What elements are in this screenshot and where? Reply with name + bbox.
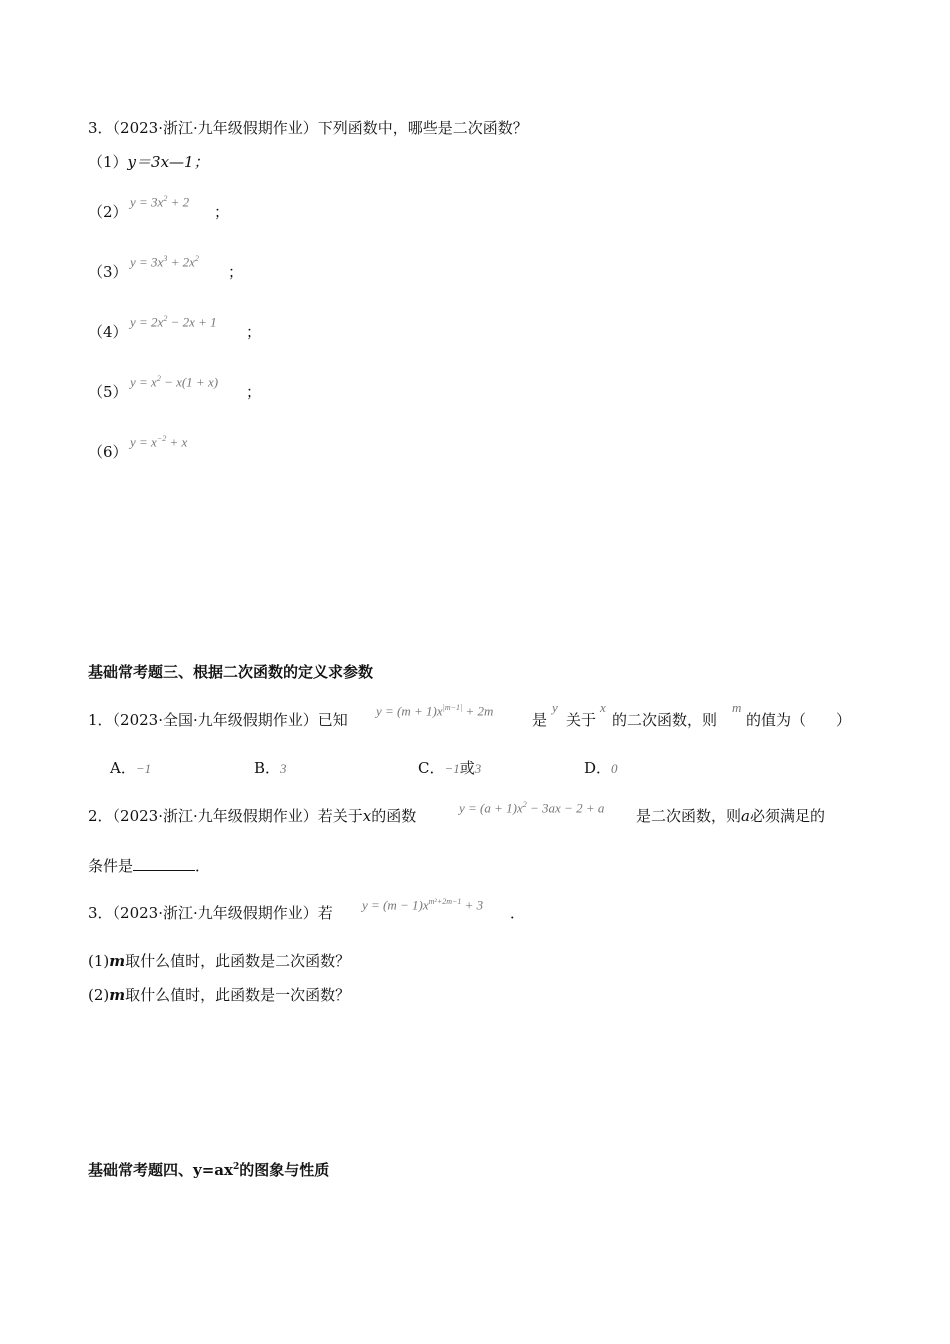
question-3-stem: 3．（2023·浙江·九年级假期作业）下列函数中，哪些是二次函数？ [88, 119, 528, 137]
sub-label: (1) [88, 952, 110, 970]
item-2-suffix: ； [214, 203, 230, 221]
heading-text: 基础常考题四、y=ax [88, 1161, 233, 1179]
item-2-label: （2） [88, 203, 128, 221]
answer-blank[interactable] [133, 856, 195, 871]
item-5-suffix: ； [246, 383, 262, 401]
q1-mid-3: 的二次函数，则 [612, 711, 718, 729]
q1-end: 的值为（ ） [746, 711, 852, 729]
option-value-2: 3 [474, 761, 482, 776]
q2-suffix-b: 必须满足的 [749, 807, 825, 825]
option-label: C． [418, 759, 445, 777]
q2-line2-text: 条件是 [88, 857, 134, 875]
item-5-formula: $y = x^2 - x(1 + x)$ [130, 374, 219, 390]
q1-mid-1: 是 [532, 711, 548, 729]
item-4-suffix: ； [246, 323, 262, 341]
section-four-heading [88, 1157, 329, 1180]
q2-prefix [88, 806, 416, 826]
q2-suffix-a: 是二次函数，则 [636, 807, 742, 825]
option-value: −1 [135, 761, 152, 776]
item-4-label: （4） [88, 323, 128, 341]
q2-end: ． [195, 857, 211, 875]
option-mid: 或 [459, 759, 475, 777]
item-5-label: （5） [88, 383, 128, 401]
q1-option-d[interactable] [584, 758, 618, 779]
item-6-label: （6） [88, 443, 128, 461]
item-3-suffix: ； [228, 263, 244, 281]
q2-line-2 [88, 856, 210, 876]
option-label: B． [254, 759, 281, 777]
heading-tail: 的图象与性质 [239, 1161, 330, 1179]
option-label: A． [110, 759, 136, 777]
q1-prefix: 1．（2023·全国·九年级假期作业）已知 [88, 711, 348, 729]
q3-prefix: 3．（2023·浙江·九年级假期作业）若 [88, 904, 333, 922]
item-4-formula: $y = 2x^2 - 2x + 1$ [130, 314, 217, 330]
q1-var-y: y [552, 700, 558, 715]
item-label: （1） [88, 153, 128, 171]
option-value: 0 [611, 761, 618, 776]
item-3-formula: $y = 3x^3 + 2x^2$ [130, 254, 199, 270]
q3-end: ． [510, 904, 526, 922]
sub-text: 取什么值时，此函数是二次函数？ [125, 952, 351, 970]
q2-var-a: a [741, 807, 750, 825]
option-label: D． [584, 759, 612, 777]
q3-formula: $y = (m - 1)x^{m^2+2m-1} + 3$ [362, 897, 484, 913]
sub-text: 取什么值时，此函数是一次函数？ [125, 986, 351, 1004]
q2-var-x: x [362, 807, 372, 825]
heading-sup: 2 [232, 1162, 240, 1172]
q1-var-m: m [732, 700, 742, 715]
q2-prefix-text: 2．（2023·浙江·九年级假期作业）若关于 [88, 807, 363, 825]
q3-sub-2 [88, 985, 350, 1005]
sub-label: (2) [88, 986, 110, 1004]
item-text: y＝3x—1； [127, 153, 209, 171]
q3-sub-1 [88, 951, 350, 971]
q2-suffix [636, 806, 825, 826]
section-three-heading: 基础常考题三、根据二次函数的定义求参数 [88, 663, 374, 681]
q1-formula: $y = (m + 1)x^{|m-1|} + 2m$ [376, 703, 494, 719]
item-2-formula: $y = 3x^2 + 2$ [130, 194, 190, 210]
q1-option-b[interactable] [254, 758, 287, 779]
q1-option-a[interactable] [110, 758, 151, 779]
q1-option-c[interactable] [418, 758, 481, 779]
option-value: −1 [444, 761, 460, 776]
q1-mid-2: 关于 [566, 711, 597, 729]
sub-var: m [109, 952, 126, 970]
q2-formula: $y = (a + 1)x^2 - 3ax - 2 + a$ [459, 800, 605, 816]
q1-var-x: x [600, 700, 606, 715]
item-3-label: （3） [88, 263, 128, 281]
item-6-formula: $y = x^{-2} + x$ [130, 434, 188, 450]
sub-var: m [109, 986, 126, 1004]
option-value: 3 [280, 761, 287, 776]
q2-mid: 的函数 [371, 807, 417, 825]
item-1 [88, 152, 209, 172]
